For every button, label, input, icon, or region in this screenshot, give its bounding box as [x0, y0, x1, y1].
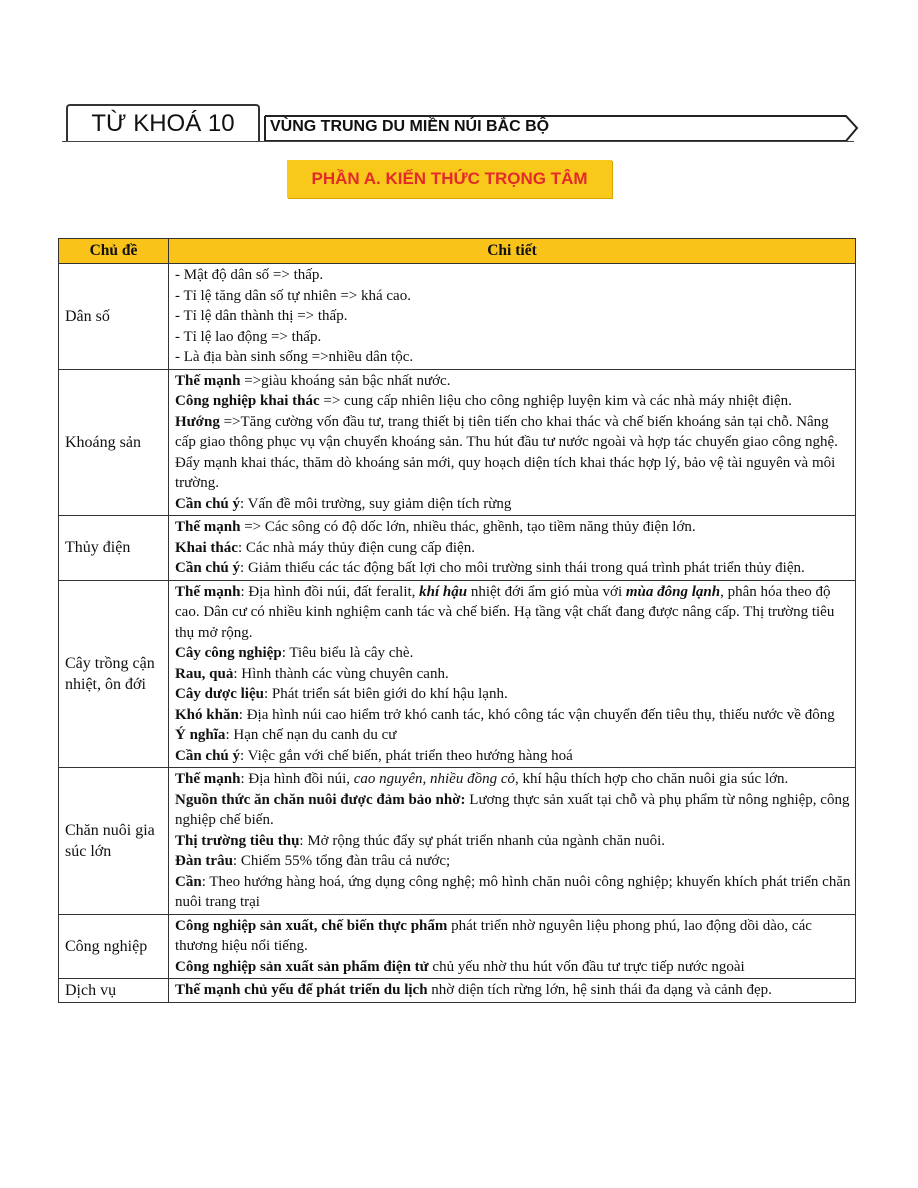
detail-paragraph	[175, 558, 851, 579]
column-header-detail: Chi tiết	[169, 239, 856, 264]
bold-term: Công nghiệp khai thác	[175, 393, 320, 409]
row-topic: Chăn nuôi gia súc lớn	[59, 768, 169, 915]
bold-term: Cần chú ý	[175, 495, 241, 512]
column-header-topic: Chủ đề	[59, 239, 169, 264]
row-topic: Cây trồng cận nhiệt, ôn đới	[59, 580, 169, 768]
detail-text: chủ yếu nhờ thu hút vốn đầu tư trực tiếp nước ngoài	[428, 958, 745, 975]
detail-paragraph	[175, 746, 851, 767]
detail-paragraph	[175, 957, 851, 978]
detail-text: : Địa hình núi cao hiểm trở khó canh tác, khó công tác vận chuyển đến tiêu thụ, thiếu nước về đông	[238, 706, 835, 723]
bold-term: Thế mạnh	[175, 372, 241, 389]
detail-paragraph	[175, 705, 851, 726]
section-title: PHẦN A. KIẾN THỨC TRỌNG TÂM	[287, 160, 612, 198]
detail-text: nhờ diện tích rừng lớn, hệ sinh thái đa dạng và cảnh đẹp.	[427, 982, 772, 998]
row-topic: Khoáng sản	[59, 369, 169, 516]
table-header-row	[59, 239, 856, 264]
detail-paragraph	[175, 769, 851, 790]
detail-text: : Mở rộng thúc đẩy sự phát triển nhanh của ngành chăn nuôi.	[299, 832, 665, 849]
row-topic: Thủy điện	[59, 516, 169, 581]
detail-text: : Địa hình đồi núi, đất feralit,	[240, 583, 420, 600]
detail-paragraph	[175, 664, 851, 685]
detail-paragraph	[175, 494, 851, 515]
table-row	[59, 516, 856, 581]
detail-text: : Hạn chế nạn du canh du cư	[225, 727, 397, 743]
detail-text: : Theo hướng hàng hoá, ứng dụng công nghệ; mô hình chăn nuôi công nghiệp; khuyến khích phát triển chăn nuôi trang trại	[175, 873, 851, 910]
bold-term: Công nghiệp sản xuất sản phẩm điện tử	[175, 958, 429, 975]
detail-paragraph	[175, 538, 851, 559]
detail-text: =>giàu khoáng sản bậc nhất nước.	[240, 372, 451, 389]
detail-paragraph	[175, 790, 851, 831]
detail-line: - Mật độ dân số => thấp.	[175, 267, 324, 283]
bold-term: Cây dược liệu	[175, 686, 264, 702]
row-detail	[169, 979, 856, 1003]
italic-term: cao nguyên, nhiều đồng cỏ	[353, 771, 515, 787]
bold-term: Khai thác	[175, 539, 238, 556]
row-topic: Công nghiệp	[59, 914, 169, 979]
table-row	[59, 580, 856, 768]
detail-paragraph	[175, 831, 851, 852]
bold-term: Khó khăn	[175, 706, 239, 723]
row-detail	[169, 264, 856, 370]
detail-paragraph	[175, 412, 851, 494]
row-detail	[169, 768, 856, 915]
detail-text: =>Tăng cường vốn đầu tư, trang thiết bị tiên tiến cho khai thác và chế biến khoáng sản tại chỗ. Nâng cấp giao thông phục vụ vận chuyển khoáng sản. Thu hút đầu tư nước ngoài và hợp tác chuyển giao công nghệ. Đẩy mạnh khai thác, thăm dò khoáng sản mới, quy hoạch diện tích khai thác hợp lý, bảo vệ tài nguyên và môi trường.	[175, 413, 838, 491]
bold-term: Nguồn thức ăn chăn nuôi được đảm bảo nhờ:	[175, 791, 466, 808]
detail-text: , khí hậu thích hợp cho chăn nuôi gia súc lớn.	[514, 771, 789, 787]
detail-text: : Phát triển sát biên giới do khí hậu lạnh.	[263, 686, 508, 702]
detail-paragraph	[175, 684, 851, 705]
bold-term: Rau, quả	[175, 665, 234, 682]
bold-term: Ý nghĩa	[175, 727, 226, 743]
detail-paragraph	[175, 980, 851, 1001]
detail-text: : Giảm thiểu các tác động bất lợi cho môi trường sinh thái trong quá trình phát triển thủy điện.	[240, 560, 805, 576]
detail-text: phát triển nhờ nguyên liệu phong phú, lao động dồi dào, các thương hiệu nổi tiếng.	[175, 917, 812, 954]
table-row	[59, 369, 856, 516]
detail-paragraph	[175, 725, 851, 746]
detail-line: - Tỉ lệ lao động => thấp.	[175, 328, 322, 345]
bold-italic-term: khí hậu	[419, 583, 468, 600]
table-row	[59, 979, 856, 1003]
detail-text: : Các nhà máy thủy điện cung cấp điện.	[237, 539, 475, 556]
bold-term: Đàn trâu	[175, 853, 233, 869]
bold-term: Công nghiệp sản xuất, chế biến thực phẩm	[175, 917, 448, 934]
bold-term: Thị trường tiêu thụ	[175, 832, 300, 849]
detail-line: - Tỉ lệ dân thành thị => thấp.	[175, 308, 348, 324]
topic-title: VÙNG TRUNG DU MIỀN NÚI BẮC BỘ	[270, 118, 550, 135]
row-topic: Dân số	[59, 264, 169, 370]
bold-term: Thế mạnh	[175, 583, 241, 600]
detail-paragraph	[175, 517, 851, 538]
bold-term: Cần chú ý	[175, 560, 241, 576]
table-row	[59, 914, 856, 979]
row-detail	[169, 369, 856, 516]
table-row	[59, 264, 856, 370]
detail-text: => Các sông có độ dốc lớn, nhiều thác, ghềnh, tạo tiềm năng thủy điện lớn.	[240, 519, 696, 535]
detail-paragraph	[175, 916, 851, 957]
bold-term: Cây công nghiệp	[175, 645, 282, 661]
content-table	[58, 238, 856, 1003]
header-rule	[62, 141, 854, 142]
detail-line: - Là địa bàn sinh sống =>nhiều dân tộc.	[175, 349, 414, 365]
detail-paragraph	[175, 643, 851, 664]
keyword-label: TỪ KHOÁ 10	[66, 104, 260, 142]
detail-paragraph	[175, 582, 851, 644]
row-detail	[169, 516, 856, 581]
detail-text: : Chiếm 55% tổng đàn trâu cả nước;	[232, 853, 451, 869]
row-detail	[169, 580, 856, 768]
table-row	[59, 768, 856, 915]
detail-paragraph	[175, 872, 851, 913]
row-topic: Dịch vụ	[59, 979, 169, 1003]
detail-text: : Việc gắn với chế biến, phát triển theo hướng hàng hoá	[240, 747, 573, 764]
detail-text: Lương thực sản xuất tại chỗ và phụ phẩm từ nông nghiệp, công nghiệp chế biến.	[175, 791, 850, 828]
detail-paragraph	[175, 371, 851, 392]
detail-text: : Địa hình đồi núi,	[240, 771, 354, 787]
row-detail	[169, 914, 856, 979]
detail-text: , phân hóa theo độ cao. Dân cư có nhiều kinh nghiệm canh tác và chế biến. Hạ tầng vật chất đang được nâng cấp. Thị trường tiêu thụ mở rộng.	[175, 583, 835, 641]
detail-text: : Hình thành các vùng chuyên canh.	[233, 665, 449, 682]
bold-term: Cần chú ý	[175, 747, 241, 764]
detail-paragraph	[175, 391, 851, 412]
bold-term: Hướng	[175, 413, 220, 430]
detail-text: : Vấn đề môi trường, suy giảm diện tích rừng	[240, 495, 512, 512]
detail-text: nhiệt đới ẩm gió mùa với	[467, 583, 626, 600]
bold-term: Cần	[175, 873, 202, 890]
bold-term: Thế mạnh chủ yếu để phát triển du lịch	[175, 982, 428, 998]
bold-term: Thế mạnh	[175, 771, 241, 787]
bold-term: Thế mạnh	[175, 519, 241, 535]
detail-text: : Tiêu biểu là cây chè.	[281, 645, 414, 661]
detail-paragraph	[175, 851, 851, 872]
bold-italic-term: mùa đông lạnh	[625, 583, 721, 600]
detail-line: - Tỉ lệ tăng dân số tự nhiên => khá cao.	[175, 287, 411, 304]
detail-text: => cung cấp nhiên liệu cho công nghiệp luyện kim và các nhà máy nhiệt điện.	[319, 393, 792, 409]
